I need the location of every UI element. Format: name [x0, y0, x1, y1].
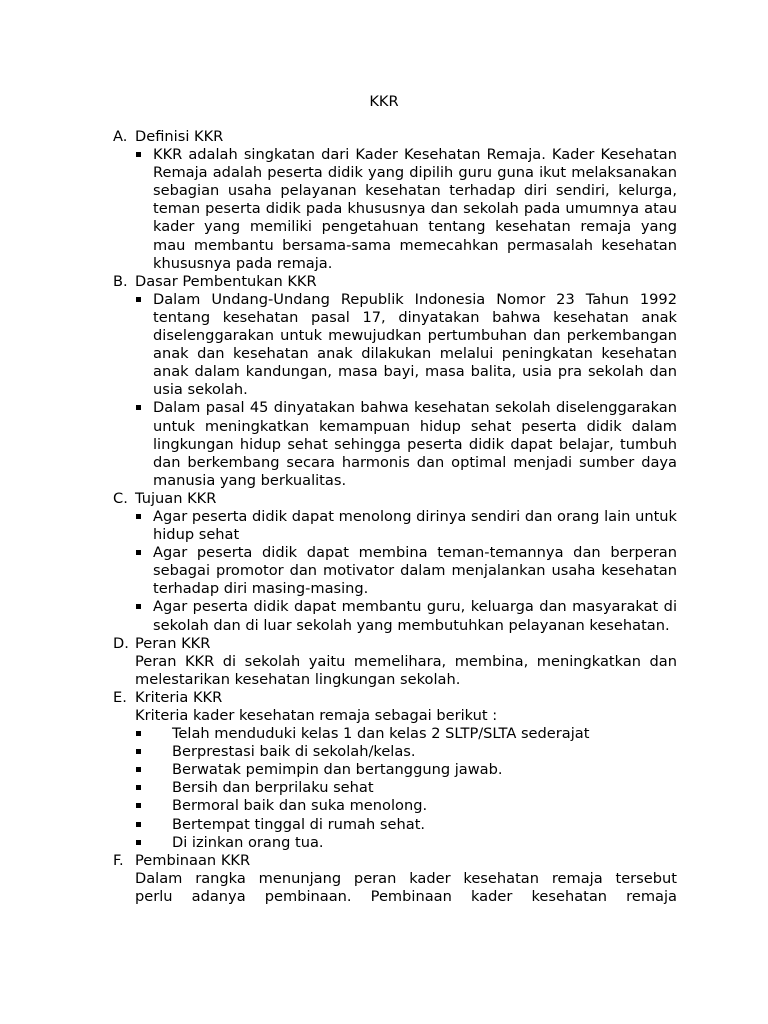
bullet-item: Di izinkan orang tua. [135, 834, 677, 852]
section-title: Peran KKR [135, 634, 211, 652]
bullet-item: KKR adalah singkatan dari Kader Kesehatan Remaja. Kader Kesehatan Remaja adalah peserta didik yang dipilih guru guna ikut melaksanakan sebagian usaha pelayanan kesehatan terhadap diri sendiri, kelurga, teman peserta didik pada khususnya dan sekolah pada umumnya atau kader yang memiliki pengetahuan tentang kesehatan remaja yang mau membantu bersama-sama memecahkan permasalah kesehatan khususnya pada remaja. [135, 146, 677, 273]
section-paragraph: Peran KKR di sekolah yaitu memelihara, membina, meningkatkan dan melestarikan kesehatan lingkungan sekolah. [135, 652, 677, 688]
bullet-item: Bermoral baik dan suka menolong. [135, 797, 677, 815]
bullet-list [113, 725, 677, 852]
bullet-item: Dalam pasal 45 dinyatakan bahwa kesehatan sekolah diselenggarakan untuk meningkatkan kemampuan hidup sehat peserta didik dalam lingkungan hidup sehat sehingga peserta didik dapat belajar, tumbuh dan berkembang secara harmonis dan optimal menjadi sumber daya manusia yang berkualitas. [135, 399, 677, 489]
section-heading [113, 128, 677, 146]
section-heading [113, 852, 677, 870]
section-paragraph: Kriteria kader kesehatan remaja sebagai berikut : [135, 707, 498, 724]
section-dasar-pembentukan [113, 273, 677, 490]
bullet-item: Dalam Undang-Undang Republik Indonesia Nomor 23 Tahun 1992 tentang kesehatan pasal 17, dinyatakan bahwa kesehatan anak diselenggarakan untuk mewujudkan pertumbuhan dan perkembangan anak dan kesehatan anak dilakukan melalui peningkatan kesehatan anak dalam kandungan, masa bayi, masa balita, usia pra sekolah dan usia sekolah. [135, 291, 677, 400]
bullet-item: Berwatak pemimpin dan bertanggung jawab. [135, 761, 677, 779]
section-title: Definisi KKR [135, 128, 224, 145]
bullet-item: Telah menduduki kelas 1 dan kelas 2 SLTP/SLTA sederajat [135, 725, 677, 743]
bullet-list [113, 146, 677, 273]
section-pembinaan [113, 852, 677, 906]
bullet-item: Berprestasi baik di sekolah/kelas. [135, 743, 677, 761]
section-title: Dasar Pembentukan KKR [135, 272, 317, 290]
section-paragraph-line: Dalam rangka menunjang peran kader kesehatan remaja tersebut [135, 869, 677, 887]
section-letter: B. [113, 272, 128, 290]
section-peran [113, 635, 677, 689]
section-tujuan [113, 490, 677, 635]
section-title: Tujuan KKR [135, 489, 217, 507]
section-letter: A. [113, 128, 128, 145]
section-heading [113, 689, 677, 707]
bullet-list [113, 291, 677, 490]
section-title: Kriteria KKR [135, 688, 223, 706]
section-title: Pembinaan KKR [135, 851, 251, 869]
section-letter: D. [113, 634, 129, 652]
document-content [113, 128, 677, 906]
section-letter: C. [113, 489, 128, 507]
bullet-item: Agar peserta didik dapat membantu guru, keluarga dan masyarakat di sekolah dan di luar sekolah yang membutuhkan pelayanan kesehatan. [135, 598, 677, 634]
bullet-item: Agar peserta didik dapat membina teman-temannya dan berperan sebagai promotor dan motivator dalam menjalankan usaha kesehatan terhadap diri masing-masing. [135, 544, 677, 598]
section-paragraph-line: perlu adanya pembinaan. Pembinaan kader kesehatan remaja [135, 887, 677, 905]
section-kriteria [113, 689, 677, 852]
section-heading [113, 490, 677, 508]
section-letter: E. [113, 688, 127, 706]
section-heading [113, 273, 677, 291]
bullet-list [113, 508, 677, 635]
bullet-item: Bersih dan berprilaku sehat [135, 779, 677, 797]
bullet-item: Agar peserta didik dapat menolong dirinya sendiri dan orang lain untuk hidup sehat [135, 508, 677, 544]
document-title: KKR [369, 93, 399, 110]
bullet-item: Bertempat tinggal di rumah sehat. [135, 816, 677, 834]
section-letter: F. [113, 851, 124, 869]
section-definisi [113, 128, 677, 273]
section-heading [113, 635, 677, 653]
